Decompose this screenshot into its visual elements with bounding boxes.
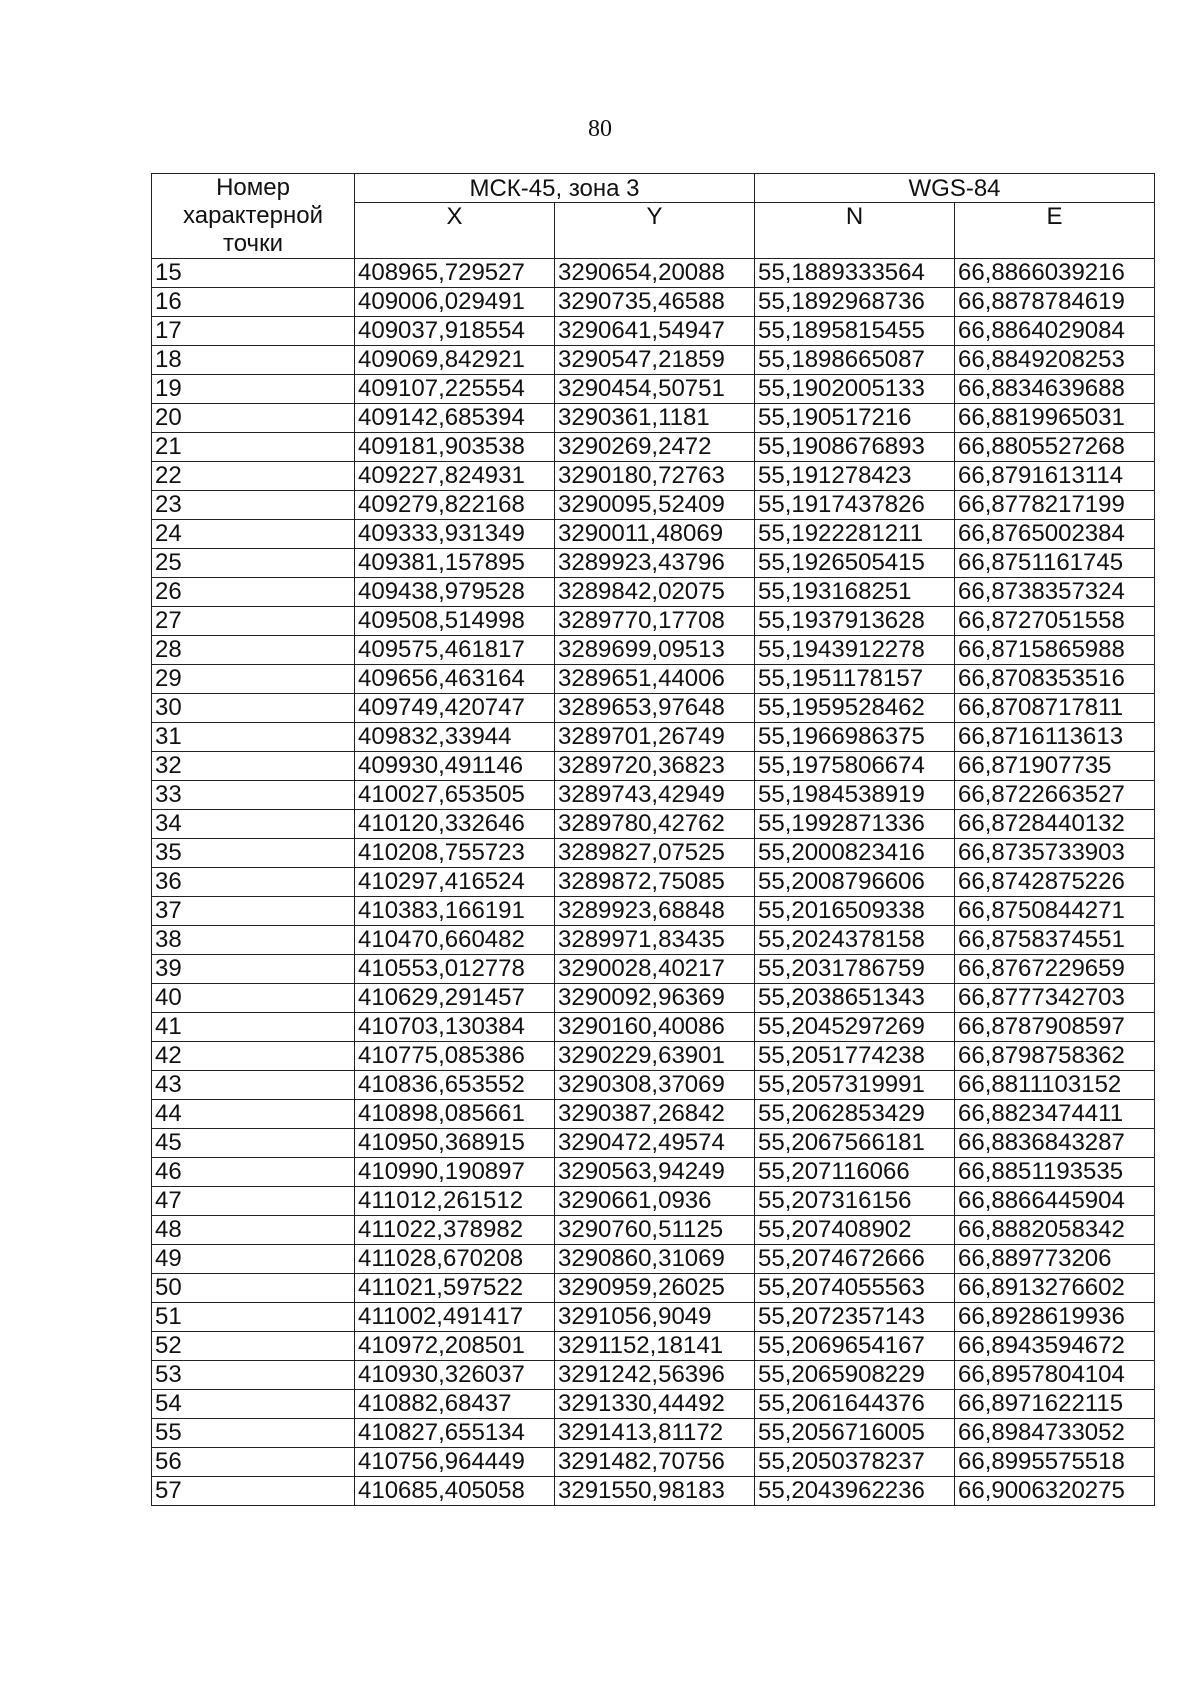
y-cell: 3291550,98183 xyxy=(555,1477,755,1506)
e-cell: 66,8864029084 xyxy=(955,317,1155,346)
n-cell: 55,1926505415 xyxy=(755,549,955,578)
n-cell: 55,2043962236 xyxy=(755,1477,955,1506)
e-cell: 66,8913276602 xyxy=(955,1274,1155,1303)
e-cell: 66,8722663527 xyxy=(955,781,1155,810)
x-cell: 410685,405058 xyxy=(355,1477,555,1506)
table-row xyxy=(152,897,1155,926)
x-cell: 410629,291457 xyxy=(355,984,555,1013)
e-cell: 66,871907735 xyxy=(955,752,1155,781)
x-cell: 409069,842921 xyxy=(355,346,555,375)
y-cell: 3290095,52409 xyxy=(555,491,755,520)
e-cell: 66,8798758362 xyxy=(955,1042,1155,1071)
n-cell: 55,2074055563 xyxy=(755,1274,955,1303)
y-cell: 3290472,49574 xyxy=(555,1129,755,1158)
e-cell: 66,8708717811 xyxy=(955,694,1155,723)
table-row xyxy=(152,288,1155,317)
point-number-cell: 51 xyxy=(152,1303,355,1332)
n-cell: 55,1937913628 xyxy=(755,607,955,636)
x-cell: 409279,822168 xyxy=(355,491,555,520)
x-cell: 410756,964449 xyxy=(355,1448,555,1477)
n-cell: 55,1992871336 xyxy=(755,810,955,839)
table-row xyxy=(152,1187,1155,1216)
x-cell: 409438,979528 xyxy=(355,578,555,607)
x-cell: 409181,903538 xyxy=(355,433,555,462)
y-column-header: Y xyxy=(555,203,755,259)
x-cell: 411028,670208 xyxy=(355,1245,555,1274)
e-cell: 66,8742875226 xyxy=(955,868,1155,897)
page-number: 80 xyxy=(588,116,612,142)
y-cell: 3289827,07525 xyxy=(555,839,755,868)
point-number-header-label: Номер характерной точки xyxy=(183,174,323,257)
point-number-cell: 43 xyxy=(152,1071,355,1100)
y-cell: 3290308,37069 xyxy=(555,1071,755,1100)
point-number-cell: 40 xyxy=(152,984,355,1013)
table-row xyxy=(152,665,1155,694)
e-cell: 66,8791613114 xyxy=(955,462,1155,491)
y-cell: 3290387,26842 xyxy=(555,1100,755,1129)
y-cell: 3290229,63901 xyxy=(555,1042,755,1071)
table-row xyxy=(152,955,1155,984)
y-cell: 3290011,48069 xyxy=(555,520,755,549)
x-cell: 411012,261512 xyxy=(355,1187,555,1216)
x-cell: 409381,157895 xyxy=(355,549,555,578)
table-row xyxy=(152,520,1155,549)
point-number-cell: 18 xyxy=(152,346,355,375)
y-cell: 3290269,2472 xyxy=(555,433,755,462)
n-cell: 55,2074672666 xyxy=(755,1245,955,1274)
table-row xyxy=(152,1303,1155,1332)
x-cell: 410898,085661 xyxy=(355,1100,555,1129)
x-cell: 410027,653505 xyxy=(355,781,555,810)
point-number-cell: 15 xyxy=(152,259,355,288)
table-row xyxy=(152,1042,1155,1071)
x-cell: 409006,029491 xyxy=(355,288,555,317)
table-row xyxy=(152,1274,1155,1303)
n-cell: 55,2045297269 xyxy=(755,1013,955,1042)
x-cell: 410827,655134 xyxy=(355,1419,555,1448)
point-number-header xyxy=(152,174,355,259)
x-cell: 410120,332646 xyxy=(355,810,555,839)
e-cell: 66,8735733903 xyxy=(955,839,1155,868)
table-header xyxy=(152,174,1155,259)
e-cell: 66,8715865988 xyxy=(955,636,1155,665)
x-cell: 410882,68437 xyxy=(355,1390,555,1419)
e-cell: 66,8778217199 xyxy=(955,491,1155,520)
table-row xyxy=(152,810,1155,839)
e-cell: 66,8823474411 xyxy=(955,1100,1155,1129)
n-cell: 55,1959528462 xyxy=(755,694,955,723)
table-row xyxy=(152,259,1155,288)
msk45-group-header: МСК-45, зона 3 xyxy=(355,174,755,203)
point-number-cell: 30 xyxy=(152,694,355,723)
x-cell: 410775,085386 xyxy=(355,1042,555,1071)
e-cell: 66,8787908597 xyxy=(955,1013,1155,1042)
x-cell: 410836,653552 xyxy=(355,1071,555,1100)
e-cell: 66,8943594672 xyxy=(955,1332,1155,1361)
y-cell: 3289872,75085 xyxy=(555,868,755,897)
table-row xyxy=(152,491,1155,520)
point-number-cell: 41 xyxy=(152,1013,355,1042)
n-cell: 55,207408902 xyxy=(755,1216,955,1245)
table-row xyxy=(152,1419,1155,1448)
point-number-cell: 54 xyxy=(152,1390,355,1419)
point-number-cell: 25 xyxy=(152,549,355,578)
point-number-cell: 26 xyxy=(152,578,355,607)
e-cell: 66,8727051558 xyxy=(955,607,1155,636)
x-cell: 411021,597522 xyxy=(355,1274,555,1303)
x-cell: 410950,368915 xyxy=(355,1129,555,1158)
table-row xyxy=(152,926,1155,955)
e-cell: 66,8708353516 xyxy=(955,665,1155,694)
n-cell: 55,2067566181 xyxy=(755,1129,955,1158)
x-cell: 411022,378982 xyxy=(355,1216,555,1245)
y-cell: 3289651,44006 xyxy=(555,665,755,694)
e-cell: 66,8767229659 xyxy=(955,955,1155,984)
e-cell: 66,8716113613 xyxy=(955,723,1155,752)
x-cell: 409333,931349 xyxy=(355,520,555,549)
n-cell: 55,1943912278 xyxy=(755,636,955,665)
n-cell: 55,1889333564 xyxy=(755,259,955,288)
y-cell: 3290860,31069 xyxy=(555,1245,755,1274)
point-number-cell: 22 xyxy=(152,462,355,491)
point-number-cell: 35 xyxy=(152,839,355,868)
n-cell: 55,2069654167 xyxy=(755,1332,955,1361)
point-number-cell: 27 xyxy=(152,607,355,636)
x-cell: 409749,420747 xyxy=(355,694,555,723)
n-cell: 55,191278423 xyxy=(755,462,955,491)
x-cell: 409575,461817 xyxy=(355,636,555,665)
e-cell: 66,8851193535 xyxy=(955,1158,1155,1187)
table-row xyxy=(152,317,1155,346)
y-cell: 3290735,46588 xyxy=(555,288,755,317)
point-number-cell: 48 xyxy=(152,1216,355,1245)
n-cell: 55,190517216 xyxy=(755,404,955,433)
y-cell: 3291242,56396 xyxy=(555,1361,755,1390)
point-number-cell: 23 xyxy=(152,491,355,520)
table-row xyxy=(152,1100,1155,1129)
e-cell: 66,8834639688 xyxy=(955,375,1155,404)
n-cell: 55,1922281211 xyxy=(755,520,955,549)
point-number-cell: 46 xyxy=(152,1158,355,1187)
y-cell: 3290454,50751 xyxy=(555,375,755,404)
y-cell: 3289653,97648 xyxy=(555,694,755,723)
point-number-cell: 24 xyxy=(152,520,355,549)
point-number-cell: 45 xyxy=(152,1129,355,1158)
e-cell: 66,8805527268 xyxy=(955,433,1155,462)
n-cell: 55,1966986375 xyxy=(755,723,955,752)
n-cell: 55,2062853429 xyxy=(755,1100,955,1129)
e-cell: 66,8765002384 xyxy=(955,520,1155,549)
y-cell: 3291482,70756 xyxy=(555,1448,755,1477)
n-cell: 55,1917437826 xyxy=(755,491,955,520)
point-number-cell: 55 xyxy=(152,1419,355,1448)
point-number-cell: 47 xyxy=(152,1187,355,1216)
table-row xyxy=(152,404,1155,433)
e-cell: 66,8866039216 xyxy=(955,259,1155,288)
y-cell: 3290959,26025 xyxy=(555,1274,755,1303)
y-cell: 3289842,02075 xyxy=(555,578,755,607)
y-cell: 3290092,96369 xyxy=(555,984,755,1013)
e-cell: 66,8811103152 xyxy=(955,1071,1155,1100)
point-number-cell: 53 xyxy=(152,1361,355,1390)
table-row xyxy=(152,1477,1155,1506)
e-cell: 66,8750844271 xyxy=(955,897,1155,926)
n-cell: 55,207116066 xyxy=(755,1158,955,1187)
table-row xyxy=(152,1390,1155,1419)
e-cell: 66,8928619936 xyxy=(955,1303,1155,1332)
e-cell: 66,8728440132 xyxy=(955,810,1155,839)
e-cell: 66,8866445904 xyxy=(955,1187,1155,1216)
table-row xyxy=(152,1013,1155,1042)
table-row xyxy=(152,462,1155,491)
point-number-cell: 50 xyxy=(152,1274,355,1303)
point-number-cell: 36 xyxy=(152,868,355,897)
table-row xyxy=(152,578,1155,607)
table-row xyxy=(152,607,1155,636)
table-row xyxy=(152,781,1155,810)
e-cell: 66,8957804104 xyxy=(955,1361,1155,1390)
x-cell: 410703,130384 xyxy=(355,1013,555,1042)
point-number-cell: 52 xyxy=(152,1332,355,1361)
e-cell: 66,8878784619 xyxy=(955,288,1155,317)
point-number-cell: 28 xyxy=(152,636,355,665)
x-cell: 410990,190897 xyxy=(355,1158,555,1187)
n-cell: 55,1951178157 xyxy=(755,665,955,694)
point-number-cell: 17 xyxy=(152,317,355,346)
n-cell: 55,1895815455 xyxy=(755,317,955,346)
y-cell: 3291330,44492 xyxy=(555,1390,755,1419)
y-cell: 3290641,54947 xyxy=(555,317,755,346)
point-number-cell: 38 xyxy=(152,926,355,955)
y-cell: 3289699,09513 xyxy=(555,636,755,665)
table-row xyxy=(152,839,1155,868)
point-number-cell: 29 xyxy=(152,665,355,694)
y-cell: 3291056,9049 xyxy=(555,1303,755,1332)
point-number-cell: 21 xyxy=(152,433,355,462)
e-cell: 66,8984733052 xyxy=(955,1419,1155,1448)
table-row xyxy=(152,868,1155,897)
x-cell: 409037,918554 xyxy=(355,317,555,346)
x-cell: 411002,491417 xyxy=(355,1303,555,1332)
y-cell: 3289701,26749 xyxy=(555,723,755,752)
n-cell: 55,2056716005 xyxy=(755,1419,955,1448)
table-row xyxy=(152,1448,1155,1477)
coordinates-table xyxy=(151,173,1155,1506)
y-cell: 3289770,17708 xyxy=(555,607,755,636)
y-cell: 3290563,94249 xyxy=(555,1158,755,1187)
point-number-cell: 16 xyxy=(152,288,355,317)
point-number-cell: 20 xyxy=(152,404,355,433)
table-row xyxy=(152,636,1155,665)
x-cell: 410553,012778 xyxy=(355,955,555,984)
e-cell: 66,8751161745 xyxy=(955,549,1155,578)
table-row xyxy=(152,1332,1155,1361)
n-cell: 55,1898665087 xyxy=(755,346,955,375)
x-cell: 409508,514998 xyxy=(355,607,555,636)
x-cell: 409142,685394 xyxy=(355,404,555,433)
n-cell: 55,193168251 xyxy=(755,578,955,607)
x-cell: 409107,225554 xyxy=(355,375,555,404)
n-cell: 55,1975806674 xyxy=(755,752,955,781)
n-cell: 55,2072357143 xyxy=(755,1303,955,1332)
y-cell: 3290760,51125 xyxy=(555,1216,755,1245)
table-row xyxy=(152,1361,1155,1390)
table-row xyxy=(152,549,1155,578)
table-row xyxy=(152,375,1155,404)
y-cell: 3290160,40086 xyxy=(555,1013,755,1042)
x-cell: 409930,491146 xyxy=(355,752,555,781)
e-cell: 66,8882058342 xyxy=(955,1216,1155,1245)
x-cell: 409656,463164 xyxy=(355,665,555,694)
table-body xyxy=(152,259,1155,1506)
y-cell: 3290028,40217 xyxy=(555,955,755,984)
table-row xyxy=(152,1245,1155,1274)
n-cell: 55,1892968736 xyxy=(755,288,955,317)
point-number-cell: 42 xyxy=(152,1042,355,1071)
n-cell: 55,2031786759 xyxy=(755,955,955,984)
table-row xyxy=(152,433,1155,462)
point-number-cell: 37 xyxy=(152,897,355,926)
y-cell: 3290180,72763 xyxy=(555,462,755,491)
n-cell: 55,207316156 xyxy=(755,1187,955,1216)
y-cell: 3291152,18141 xyxy=(555,1332,755,1361)
e-cell: 66,8995575518 xyxy=(955,1448,1155,1477)
table-row xyxy=(152,752,1155,781)
n-cell: 55,2038651343 xyxy=(755,984,955,1013)
y-cell: 3289720,36823 xyxy=(555,752,755,781)
point-number-cell: 31 xyxy=(152,723,355,752)
n-cell: 55,2057319991 xyxy=(755,1071,955,1100)
y-cell: 3291413,81172 xyxy=(555,1419,755,1448)
x-cell: 410930,326037 xyxy=(355,1361,555,1390)
e-cell: 66,9006320275 xyxy=(955,1477,1155,1506)
wgs84-group-header: WGS-84 xyxy=(755,174,1155,203)
n-cell: 55,2016509338 xyxy=(755,897,955,926)
n-cell: 55,1902005133 xyxy=(755,375,955,404)
e-cell: 66,8758374551 xyxy=(955,926,1155,955)
point-number-cell: 32 xyxy=(152,752,355,781)
point-number-cell: 33 xyxy=(152,781,355,810)
y-cell: 3289780,42762 xyxy=(555,810,755,839)
x-cell: 410972,208501 xyxy=(355,1332,555,1361)
y-cell: 3289923,43796 xyxy=(555,549,755,578)
x-cell: 410297,416524 xyxy=(355,868,555,897)
e-cell: 66,889773206 xyxy=(955,1245,1155,1274)
n-cell: 55,2024378158 xyxy=(755,926,955,955)
y-cell: 3289923,68848 xyxy=(555,897,755,926)
n-cell: 55,2008796606 xyxy=(755,868,955,897)
e-column-header: E xyxy=(955,203,1155,259)
point-number-cell: 57 xyxy=(152,1477,355,1506)
n-cell: 55,2050378237 xyxy=(755,1448,955,1477)
y-cell: 3289743,42949 xyxy=(555,781,755,810)
y-cell: 3290547,21859 xyxy=(555,346,755,375)
table-row xyxy=(152,723,1155,752)
point-number-cell: 49 xyxy=(152,1245,355,1274)
x-cell: 410470,660482 xyxy=(355,926,555,955)
y-cell: 3290361,1181 xyxy=(555,404,755,433)
x-cell: 410208,755723 xyxy=(355,839,555,868)
y-cell: 3289971,83435 xyxy=(555,926,755,955)
e-cell: 66,8738357324 xyxy=(955,578,1155,607)
point-number-cell: 56 xyxy=(152,1448,355,1477)
y-cell: 3290654,20088 xyxy=(555,259,755,288)
n-column-header: N xyxy=(755,203,955,259)
x-cell: 410383,166191 xyxy=(355,897,555,926)
point-number-cell: 19 xyxy=(152,375,355,404)
table-row xyxy=(152,1071,1155,1100)
table-row xyxy=(152,984,1155,1013)
n-cell: 55,1908676893 xyxy=(755,433,955,462)
n-cell: 55,2065908229 xyxy=(755,1361,955,1390)
x-cell: 409832,33944 xyxy=(355,723,555,752)
table-row xyxy=(152,346,1155,375)
point-number-cell: 34 xyxy=(152,810,355,839)
table-row xyxy=(152,694,1155,723)
n-cell: 55,2000823416 xyxy=(755,839,955,868)
e-cell: 66,8849208253 xyxy=(955,346,1155,375)
table-row xyxy=(152,1129,1155,1158)
x-column-header: X xyxy=(355,203,555,259)
e-cell: 66,8836843287 xyxy=(955,1129,1155,1158)
e-cell: 66,8971622115 xyxy=(955,1390,1155,1419)
point-number-cell: 44 xyxy=(152,1100,355,1129)
n-cell: 55,1984538919 xyxy=(755,781,955,810)
point-number-cell: 39 xyxy=(152,955,355,984)
table-row xyxy=(152,1158,1155,1187)
e-cell: 66,8819965031 xyxy=(955,404,1155,433)
n-cell: 55,2051774238 xyxy=(755,1042,955,1071)
x-cell: 409227,824931 xyxy=(355,462,555,491)
n-cell: 55,2061644376 xyxy=(755,1390,955,1419)
table-row xyxy=(152,1216,1155,1245)
y-cell: 3290661,0936 xyxy=(555,1187,755,1216)
x-cell: 408965,729527 xyxy=(355,259,555,288)
e-cell: 66,8777342703 xyxy=(955,984,1155,1013)
